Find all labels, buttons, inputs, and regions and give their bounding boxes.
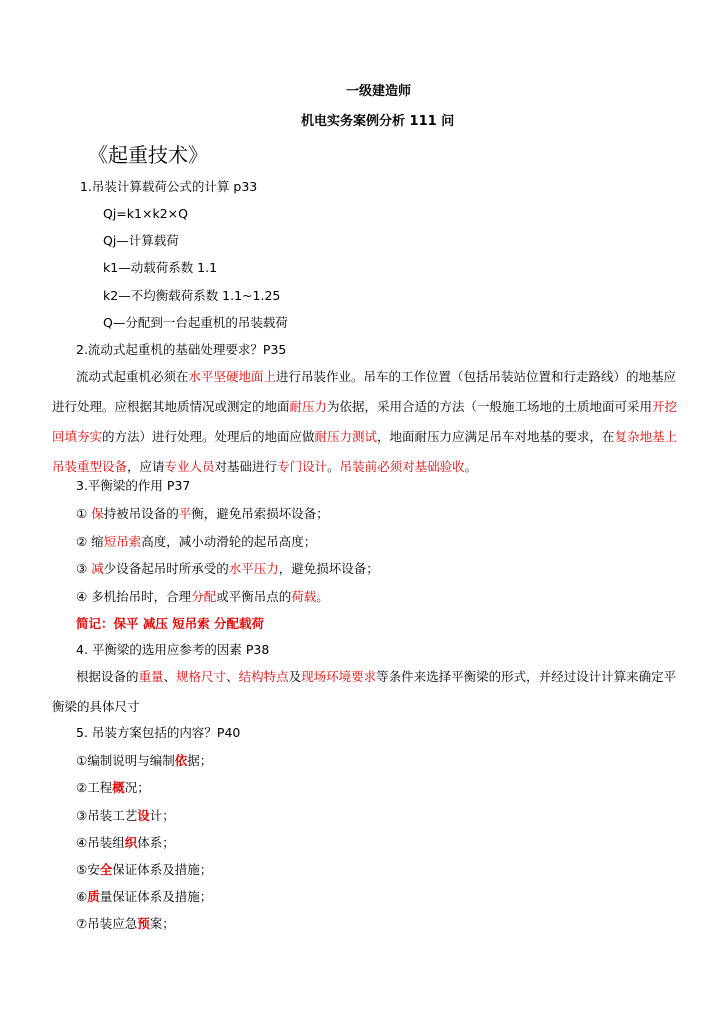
q4-paragraph <box>52 662 686 722</box>
text-run: ① <box>76 506 92 521</box>
text-run: ，避免损坏设备； <box>278 561 379 576</box>
highlight-text: 平 <box>178 506 192 521</box>
q1-item: k2—不均衡载荷系数 1.1~1.25 <box>103 288 281 303</box>
text-run: 的方法）进行处理。处理后的地面应做 <box>102 429 315 444</box>
q3-memo: 简记：保平 减压 短吊索 分配载荷 <box>76 616 265 631</box>
text-run: ，地面耐压力应满足吊车对地基的要求，在 <box>377 429 615 444</box>
highlight-text: 耐压力测试 <box>314 429 378 444</box>
highlight-text: 概 <box>112 780 125 795</box>
text-run: 及 <box>288 669 302 684</box>
q3-item <box>76 587 329 607</box>
text-run: 持被吊设备的 <box>103 506 179 521</box>
text-run: 、 <box>226 669 239 684</box>
highlight-text: 质 <box>87 889 100 904</box>
highlight-text: 分配 <box>191 589 217 604</box>
highlight-text: 荷载 <box>291 589 317 604</box>
doc-subtitle: 机电实务案例分析 111 问 <box>301 114 455 129</box>
text-run: 、 <box>163 669 177 684</box>
q1-item: Q—分配到一台起重机的吊装载荷 <box>103 315 288 330</box>
text-run: ②工程 <box>76 780 113 795</box>
highlight-text: 短吊索 <box>103 534 142 549</box>
highlight-text: 专业人员 <box>164 459 215 474</box>
highlight-text: 预 <box>137 916 150 931</box>
q5-heading: 5. 吊装方案包括的内容？P40 <box>76 725 241 740</box>
text-run: 对基础进行 <box>214 459 278 474</box>
text-run: ①编制说明与编制 <box>76 753 175 768</box>
text-run: 为依据，采用合适的方法（一般施工场地的土质地面可采用 <box>327 399 653 414</box>
q5-item <box>76 751 212 771</box>
q5-item <box>76 778 150 798</box>
highlight-text: 吊装前必须对基础验收 <box>339 459 465 474</box>
q3-item <box>76 504 329 524</box>
highlight-text: 专门设计 <box>277 459 328 474</box>
q1-item: k1—动载荷系数 1.1 <box>103 260 218 275</box>
highlight-text: 现场环境要求 <box>301 669 377 684</box>
text-run: 。 <box>316 589 329 604</box>
text-run: 高度，减小动滑轮的起吊高度； <box>141 534 317 549</box>
section-title: 《起重技术》 <box>88 143 208 167</box>
highlight-text: 全 <box>99 862 113 877</box>
q5-item <box>76 887 212 907</box>
text-run: ③吊装工艺 <box>76 808 138 823</box>
q1-item: Qj—计算载荷 <box>103 233 179 248</box>
q2-runs <box>52 369 677 474</box>
highlight-text: 结构特点 <box>238 669 289 684</box>
highlight-text: 耐压力 <box>289 399 328 414</box>
text-run: 据； <box>187 753 213 768</box>
text-run: ④吊装组 <box>76 835 125 850</box>
text-run: ③ <box>76 561 92 576</box>
highlight-text: 水平压力 <box>228 561 279 576</box>
q3-item <box>76 532 316 552</box>
q4-heading: 4. 平衡梁的选用应参考的因素 P38 <box>76 642 270 657</box>
text-run: 。 <box>327 459 340 474</box>
highlight-text: 规格尺寸 <box>176 669 227 684</box>
highlight-text: 开挖回填夯实 <box>52 399 678 444</box>
text-run: 等条件来选择平衡梁的形式，并经过设计计算来确定平衡梁的具体尺寸 <box>52 669 677 714</box>
text-run: 况； <box>124 780 150 795</box>
highlight-text: 水平坚硬地面上 <box>188 369 277 384</box>
q1-formula: Qj=k1×k2×Q <box>103 206 188 221</box>
q5-item <box>76 833 175 853</box>
text-run: 保证体系及措施； <box>112 862 213 877</box>
text-run: ④ 多机抬吊时，合理 <box>76 589 192 604</box>
highlight-text: 减 <box>91 561 104 576</box>
highlight-text: 保 <box>91 506 104 521</box>
text-run: 或平衡吊点的 <box>216 589 292 604</box>
text-run: 。 <box>464 459 478 474</box>
text-run: 体系； <box>137 835 175 850</box>
text-run: 量保证体系及措施； <box>99 889 213 904</box>
highlight-text: 设 <box>137 808 150 823</box>
text-run: 进行吊装作业。吊车的工作位置（包括吊装站位置和行走路线）的地基应进行处理。应根据其地质情况或测定的地面 <box>52 369 677 414</box>
q5-item <box>76 806 175 826</box>
text-run: ⑤安 <box>76 862 100 877</box>
text-run: 计； <box>149 808 175 823</box>
text-run: 流动式起重机必须在 <box>76 369 189 384</box>
highlight-text: 织 <box>124 835 138 850</box>
text-run: ，应请 <box>127 459 165 474</box>
q1-heading: 1.吊装计算载荷公式的计算 p33 <box>80 179 258 194</box>
q5-item <box>76 860 212 880</box>
q3-item <box>76 559 379 579</box>
highlight-text: 依 <box>174 753 188 768</box>
text-run: ② 缩 <box>76 534 104 549</box>
q4-runs <box>52 669 676 714</box>
doc-title: 一级建造师 <box>346 84 412 99</box>
text-run: 案； <box>149 916 175 931</box>
q2-heading: 2.流动式起重机的基础处理要求？P35 <box>76 342 287 357</box>
q3-heading: 3.平衡梁的作用 P37 <box>76 478 191 493</box>
text-run: ⑦吊装应急 <box>76 916 138 931</box>
highlight-text: 重量 <box>138 669 164 684</box>
q5-item <box>76 914 175 934</box>
q2-paragraph <box>52 362 686 482</box>
highlight-text: 复杂地基上吊装重型设备 <box>52 429 678 474</box>
text-run: 衡，避免吊索损坏设备； <box>191 506 329 521</box>
text-run: 少设备起吊时所承受的 <box>103 561 229 576</box>
text-run: ⑥ <box>76 889 88 904</box>
text-run: 根据设备的 <box>76 669 139 684</box>
